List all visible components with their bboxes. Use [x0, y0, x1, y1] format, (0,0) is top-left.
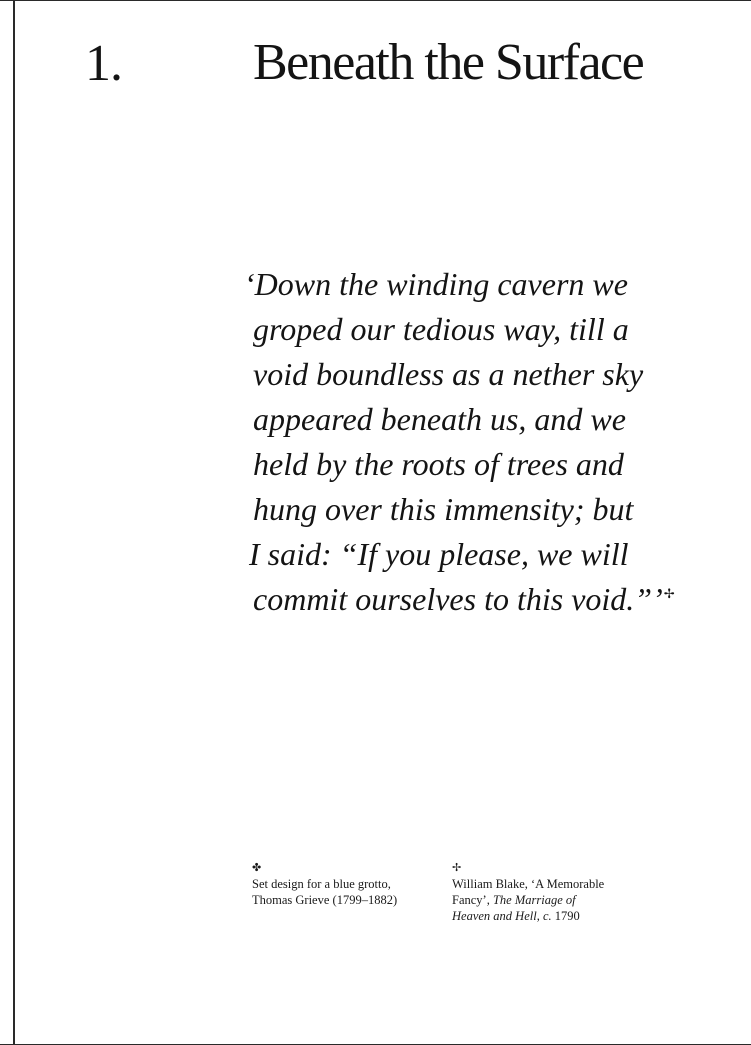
page-top-border	[0, 0, 751, 1]
quote-line: I said: “If you please, we will	[249, 536, 629, 572]
quote-line: hung over this immensity; but	[253, 491, 634, 527]
quote-line: appeared beneath us, and we	[253, 401, 626, 437]
epigraph-quote	[244, 262, 724, 622]
page-left-border	[13, 0, 15, 1045]
citation-marker-icon: ✢	[452, 862, 462, 874]
citation-book-title: The Marriage of	[492, 893, 576, 907]
caption-line: Set design for a blue grotto,	[252, 877, 391, 891]
citation-line: William Blake, ‘A Memorable	[452, 877, 605, 891]
caption-marker-icon: ✤	[252, 862, 262, 874]
quote-line: ‘Down the winding cavern we	[244, 266, 628, 302]
quote-line-last	[244, 577, 724, 622]
quote-line: void boundless as a nether sky	[253, 356, 644, 392]
chapter-number: 1.	[85, 35, 122, 92]
caption-line: Thomas Grieve (1799–1882)	[252, 893, 398, 907]
quote-line: held by the roots of trees and	[253, 446, 624, 482]
quote-line: groped our tedious way, till a	[253, 311, 629, 347]
image-caption	[252, 862, 432, 908]
chapter-title: Beneath the Surface	[253, 34, 644, 91]
quote-line-text: commit ourselves to this void.”’	[253, 581, 663, 617]
citation-circa: c.	[542, 909, 552, 923]
footnote-marker-icon: ✢	[663, 586, 675, 602]
source-citation	[452, 862, 652, 924]
citation-year: 1790	[551, 909, 580, 923]
citation-book-title: Heaven and Hell	[452, 909, 537, 923]
citation-text: ,	[536, 909, 543, 923]
citation-text: Fancy’,	[452, 893, 493, 907]
